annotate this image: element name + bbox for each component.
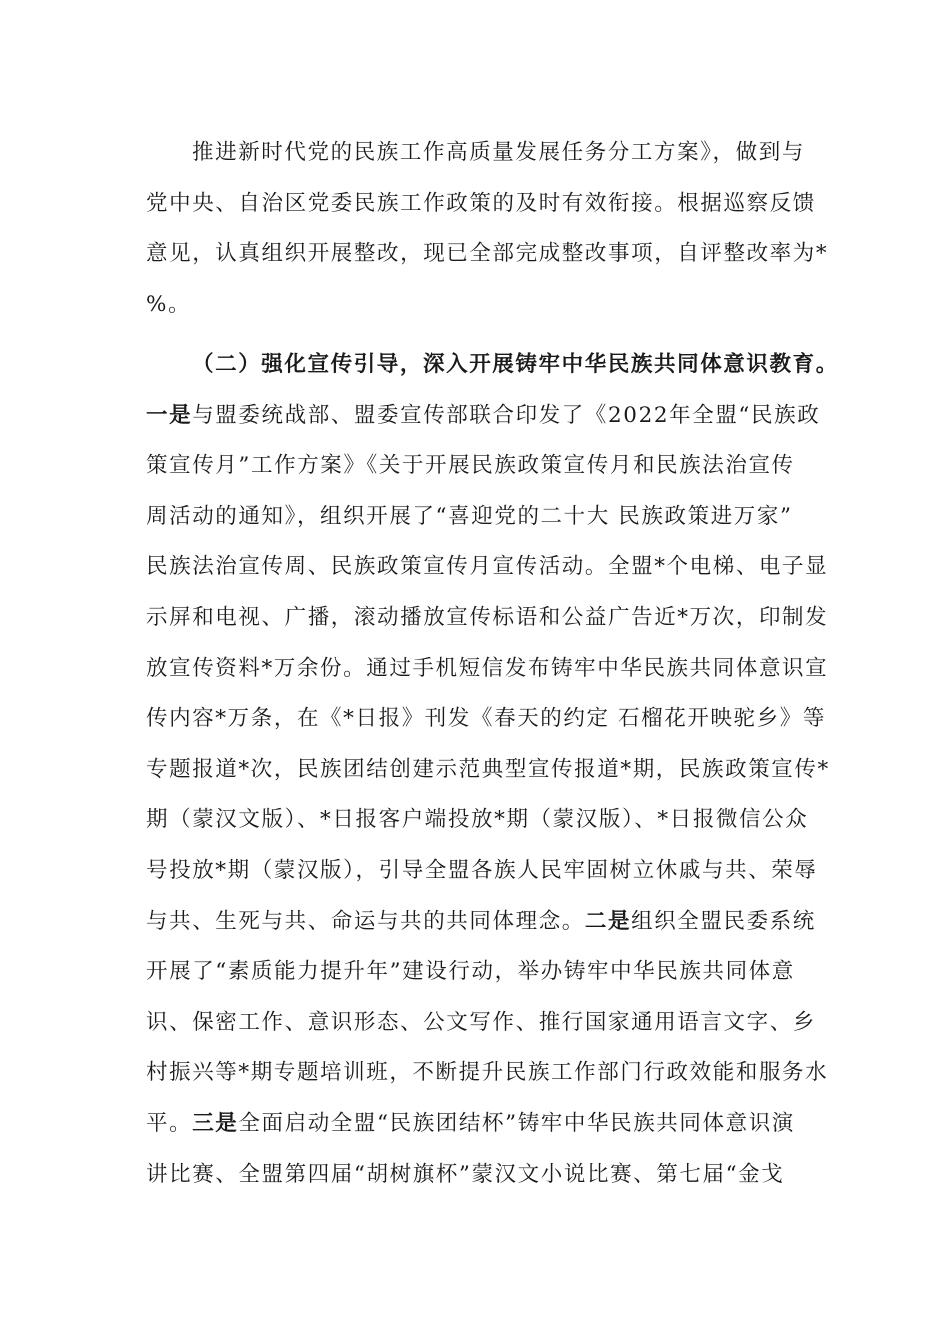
paragraph-line: 策宣传月”工作方案》《关于开展民族政策宣传月和民族法治宣传	[146, 453, 795, 479]
paragraph-line: 示屏和电视、广播，滚动播放宣传标语和公益广告近*万次，印制发	[146, 604, 829, 630]
section-heading: （二）强化宣传引导，深入开展铸牢中华民族共同体意识教育。	[192, 352, 839, 377]
paragraph-line	[146, 897, 816, 948]
paragraph-line: 开展了“素质能力提升年”建设行动，举办铸牢中华民族共同体意	[146, 959, 795, 985]
paragraph-2	[146, 340, 839, 1200]
paragraph-line: 推进新时代党的民族工作高质量发展任务分工方案》，做到与	[192, 140, 805, 165]
paragraph-line: 号投放*期（蒙汉版），引导全盟各族人民牢固树立休戚与共、荣辱	[146, 857, 818, 883]
paragraph-line: 党中央、自治区党委民族工作政策的及时有效衔接。根据巡察反馈	[146, 190, 816, 216]
paragraph-line	[146, 1099, 808, 1150]
paragraph-line: 传内容*万条，在《*日报》刊发《春天的约定 石榴花开映驼乡》等	[146, 706, 826, 732]
paragraph-line: 意见，认真组织开展整改，现已全部完成整改事项，自评整改率为*	[146, 241, 829, 267]
line-text: 与共、生死与共、命运与共的共同体理念。	[146, 908, 585, 934]
paragraph-line: %。	[146, 291, 192, 317]
lead-phrase-third: 三是	[192, 1110, 239, 1136]
paragraph-line: 讲比赛、全盟第四届“胡树旗杯”蒙汉文小说比赛、第七届“金戈	[146, 1161, 785, 1187]
line-text: 平。	[146, 1110, 193, 1136]
paragraph-line: 专题报道*次，民族团结创建示范典型宣传报道*期，民族政策宣传*	[146, 756, 830, 782]
paragraph-line: 放宣传资料*万余份。通过手机短信发布铸牢中华民族共同体意识宣	[146, 655, 829, 681]
paragraph-line	[146, 391, 821, 442]
paragraph-1	[146, 128, 829, 330]
paragraph-line: 期（蒙汉文版）、*日报客户端投放*期（蒙汉版）、*日报微信公众	[146, 807, 809, 833]
line-text: 全面启动全盟“民族团结杯”铸牢中华民族共同体意识演	[238, 1110, 795, 1136]
lead-phrase-second: 二是	[584, 908, 632, 934]
line-text: 组织全盟民委系统	[631, 908, 816, 934]
paragraph-line: 周活动的通知》，组织开展了“喜迎党的二十大 民族政策进万家”	[146, 503, 793, 529]
line-text: 与盟委统战部、盟委宣传部联合印发了《2022年全盟“民族政	[192, 402, 821, 428]
lead-phrase-first: 一是	[146, 402, 193, 428]
paragraph-line: 村振兴等*期专题培训班，不断提升民族工作部门行政效能和服务水	[146, 1060, 829, 1086]
paragraph-line: 识、保密工作、意识形态、公文写作、推行国家通用语言文字、乡	[146, 1009, 816, 1035]
paragraph-line: 民族法治宣传周、民族政策宣传月宣传活动。全盟*个电梯、电子显	[146, 554, 829, 580]
